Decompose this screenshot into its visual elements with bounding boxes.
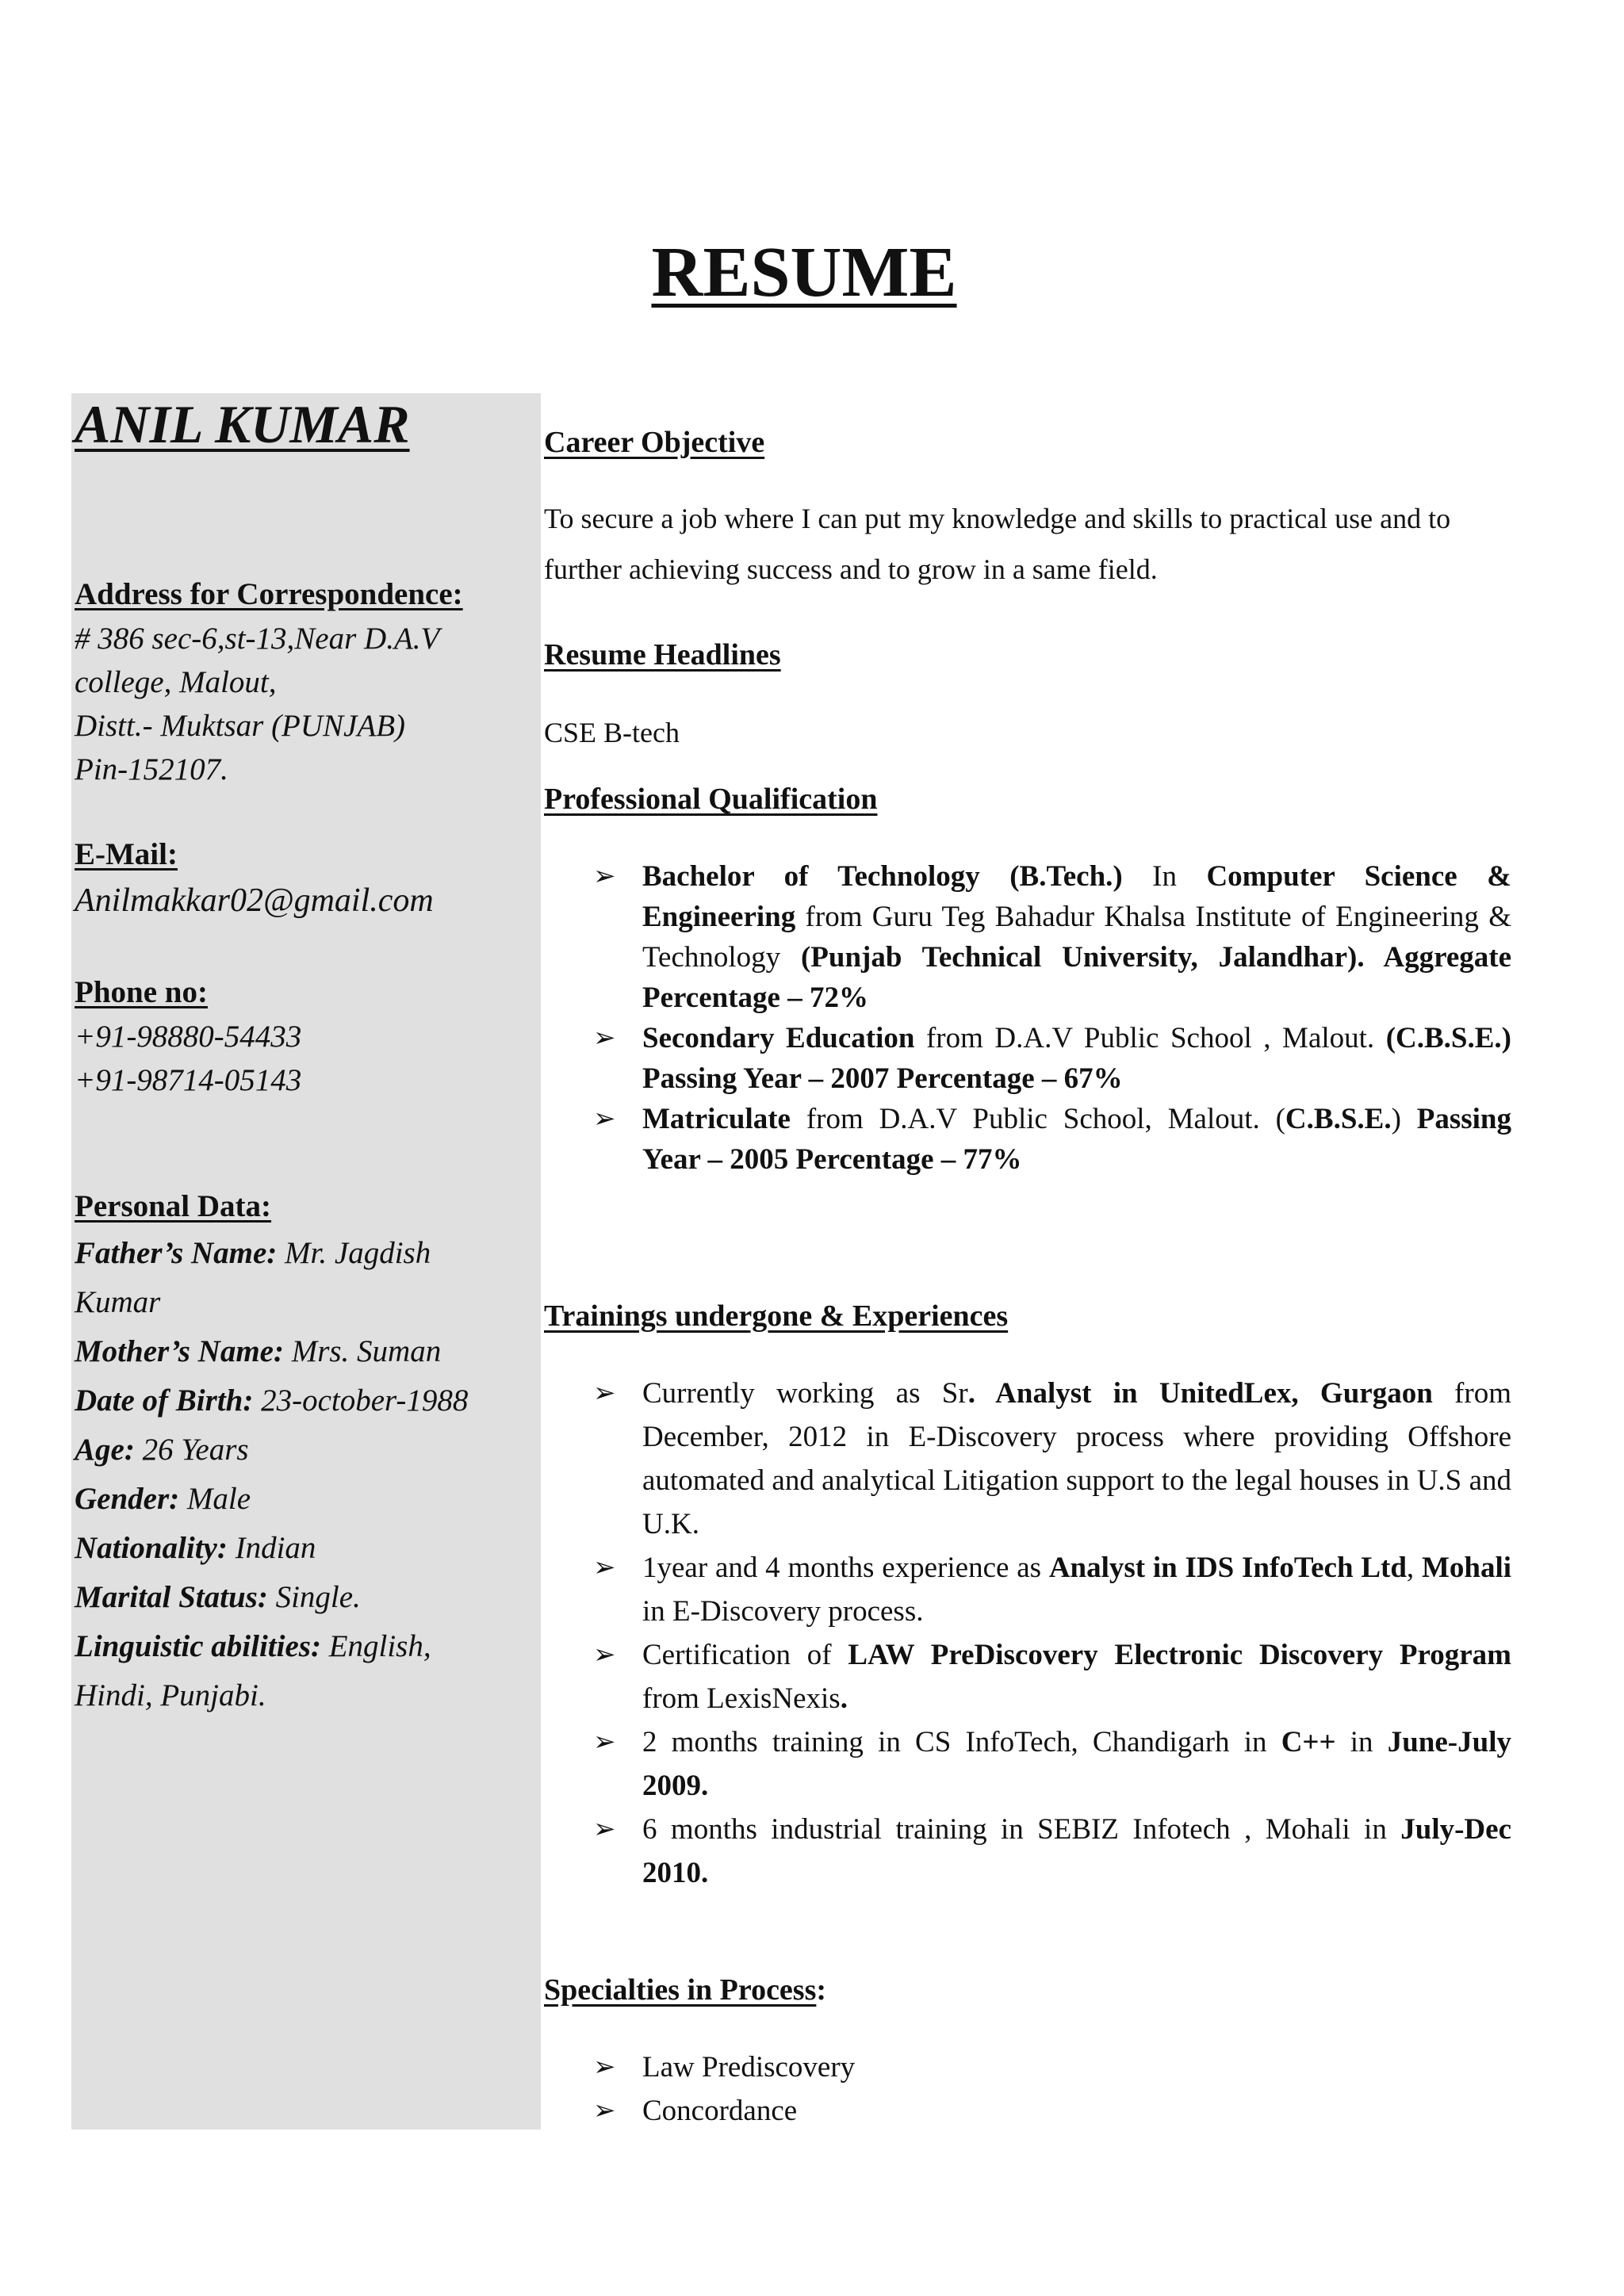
list-item: ➢ 1year and 4 months experience as Analyst in IDS InfoTech Ltd, Mohali in E-Discovery process. [544,1546,1511,1633]
phone-number: +91-98880-54433 [75,1020,302,1054]
address-line: college, Malout, [75,665,277,699]
arrow-bullet-icon: ➢ [593,1728,616,1757]
list-item: ➢ Secondary Education from D.A.V Public School , Malout. (C.B.S.E.) Passing Year – 2007 Percentage – 67% [544,1018,1511,1099]
arrow-bullet-icon: ➢ [593,1104,616,1134]
arrow-bullet-icon: ➢ [593,2053,616,2082]
personal-field: Nationality: Indian [75,1531,316,1565]
personal-section [75,1184,534,1720]
phone-section [75,970,534,1102]
list-item: ➢ Law Prediscovery [544,2045,1511,2089]
address-section [75,572,534,791]
personal-field: Father’s Name: Mr. Jagdish [75,1236,431,1270]
arrow-bullet-icon: ➢ [593,1640,616,1670]
phone-number: +91-98714-05143 [75,1063,302,1097]
personal-field: Gender: Male [75,1482,251,1516]
address-line: Distt.- Muktsar (PUNJAB) [75,709,406,743]
personal-field: Date of Birth: 23-october-1988 [75,1383,469,1418]
address-line: # 386 sec-6,st-13,Near D.A.V [75,622,440,656]
list-item: ➢ Bachelor of Technology (B.Tech.) In Computer Science & Engineering from Guru Teg Bahadur Khalsa Institute of Engineering & Technology (Punjab Technical University, Jalandhar). Aggregate Percentage – 72% [544,856,1511,1018]
training-list [544,1372,1511,1895]
personal-field: Marital Status: Single. [75,1580,361,1614]
arrow-bullet-icon: ➢ [593,2096,616,2126]
resume-headlines-heading: Resume Headlines [544,638,781,672]
trainings-heading: Trainings undergone & Experiences [544,1299,1009,1333]
arrow-bullet-icon: ➢ [593,1024,616,1053]
list-item: ➢ Currently working as Sr. Analyst in UnitedLex, Gurgaon from December, 2012 in E-Discovery process where providing Offshore automated and analytical Litigation support to the legal houses in U.S and U.K. [544,1372,1511,1546]
list-item: ➢ Certification of LAW PreDiscovery Electronic Discovery Program from LexisNexis. [544,1633,1511,1720]
personal-field: Kumar [75,1285,161,1319]
resume-headline-text: CSE B-tech [544,717,680,748]
list-item: ➢ 2 months training in CS InfoTech, Chandigarh in C++ in June-July 2009. [544,1720,1511,1808]
personal-field: Mother’s Name: Mrs. Suman [75,1334,442,1368]
candidate-name: ANIL KUMAR [75,394,410,454]
address-heading: Address for Correspondence: [75,577,463,611]
personal-field: Age: 26 Years [75,1433,249,1467]
arrow-bullet-icon: ➢ [593,1553,616,1582]
list-item: ➢ Concordance [544,2089,1511,2133]
arrow-bullet-icon: ➢ [593,862,616,891]
email-heading: E-Mail: [75,837,178,871]
personal-field: Linguistic abilities: English, [75,1629,431,1663]
page-title: RESUME [651,233,957,312]
specialties-heading: Specialties in Process: [544,1973,827,2007]
specialties-list [544,2045,1511,2133]
list-item: ➢ Matriculate from D.A.V Public School, Malout. (C.B.S.E.) Passing Year – 2005 Percentage – 77% [544,1099,1511,1180]
professional-qualification-heading: Professional Qualification [544,783,878,816]
list-item: ➢ 6 months industrial training in SEBIZ Infotech , Mohali in July-Dec 2010. [544,1808,1511,1895]
phone-heading: Phone no: [75,975,208,1009]
career-objective-heading: Career Objective [544,426,765,459]
sidebar-panel [71,393,541,2130]
address-line: Pin-152107. [75,752,228,786]
email-address: Anilmakkar02@gmail.com [75,882,434,919]
personal-heading: Personal Data: [75,1189,272,1223]
career-objective-text: To secure a job where I can put my knowledge and skills to practical use and to further achieving success and to grow in a same field. [544,503,1451,585]
arrow-bullet-icon: ➢ [593,1815,616,1844]
personal-field: Hindi, Punjabi. [75,1678,266,1712]
arrow-bullet-icon: ➢ [593,1379,616,1408]
email-section [75,832,534,924]
qualification-list [544,856,1511,1180]
